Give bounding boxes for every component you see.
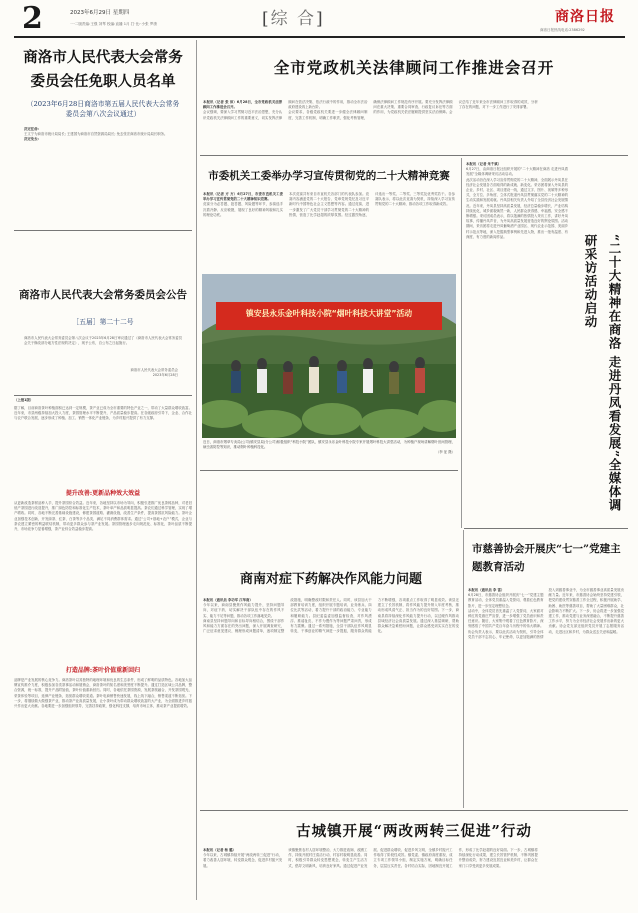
right-vertical-rule-1 (461, 158, 462, 528)
charity-body: 6月28日，市慈善协会组织开展庆“七一”党建主题教育活动，全体党员重温入党誓词，观看红色教育影片，进一步坚定理想信念。 (468, 593, 544, 608)
article-legal-body: 本报讯（记者 张 沛）6月28日，全市党政机关法律顾问工作推进会召开。 会议强调，要深入学习贯彻习近平法治思想，充分认识党政机关法律顾问工作的重要意义，切实发挥法律顾问在依法决策、依法行政中的作用，推动全市法治政府建设再上新台阶。 会议要求，各级党政机关要进一步健全法律顾问制度，完善工作机制，明确工作职责，强化考核管理，确保法律顾问工作规范有序开展。要充分发挥法律顾问在重大决策、重要合同审查、行政复议诉讼等方面的作用，为党政机关依法履职提供坚实法治保障。会议总结了近年来全市法律顾问工作取得的成效，分析了存在的问题，对下一步工作进行了安排部署。 (203, 100, 538, 120)
charity-lead: 本报讯（通讯员 李 雷） (468, 588, 505, 592)
announcement-date: 2023年6月28日 (152, 373, 178, 378)
legal-lead: 本报讯（记者 张 沛）6月28日，全市党政机关法律顾问工作推进会召开。 (203, 100, 283, 110)
shangnan-body: 今年以来，商南县聚焦作风能力提升，坚持问题导向，对症下药，切实解决干部队伍中存在的作风不实、能力不足等问题，推动各项工作落地见效。 (203, 603, 285, 618)
article-charity-title: 市慈善协会开展庆“七一”党建主题教育活动 (472, 543, 621, 573)
article-shangnan-body: 本报讯（通讯员 李功军 江华南） 今年以来，商南县聚焦作风能力提升，坚持问题导向，对症下药，切实解决干部队伍中存在的作风不实、能力不足等问题，推动各项工作落地见效。 商南县坚持问题导向和目标导向相结合，围绕干部作风和能力方面存在的突出问题，深入开展调查研究，广泛征求意见建议，梳理形成问题清单，逐项制定整改措施，明确整改时限和责任人。同时，该县加大干部教育培训力度，组织开展专题培训、业务练兵、岗位比武等活动，着力提升干部的政治能力、专业能力和履职能力。县纪委监委加强监督检查，对作风漂浮、推诿扯皮、不作为慢作为等问题严肃问责，形成有力震慑。通过一系列措施，全县干部队伍作风明显转变，干事创业的精气神进一步提振，服务群众的能力不断增强，各项重点工作取得了明显成效。该县还建立了长效机制，将作风能力提升纳入年度考核，推动形成风清气正、担当作为的良好氛围。下一步，商南县将持续深化作风能力提升行动，以过硬作风推动县域经济社会高质量发展。通过深入基层调研，帮助群众解决急难愁盼问题，让群众感受到实实在在的变化。 (203, 598, 459, 634)
personnel-body: 王文宁为商洛市统计局局长; 王建国为商洛市自然资源局局长; 免去张宏商洛市统计局局长职务。 (24, 132, 168, 137)
article-media-body: 本报讯（记者 朱千斌） 6月27日，由商洛日报社组织开展的“二十大精神在商洛 走进丹凤看发展”全媒体调研采访活动启动。 此次活动旨在深入学习宣传贯彻党的二十大精神，全面展示丹凤县在经济社会发展各方面取得的新成就、新变化。采访团将深入丹凤县的企业、乡村、社区、项目建设一线，通过文字、图片、视频等多种形式，全方位、多角度、立体式报道丹凤县贯彻落实党的二十大精神的生动实践和发展成就。丹凤县相关负责人介绍了全县经济社会发展情况。近年来，丹凤县坚持高质量发展，经济总量稳步增长，产业结构持续优化，城乡面貌焕然一新，人民群众获得感、幸福感、安全感不断增强。采访团成员表示，将以饱满的热情投入采访工作，讲好丹凤故事，传播丹凤声音，为丹凤高质量发展营造良好的舆论氛围。活动期间，采访团将走进丹凤葡萄酒产业园区、现代农业示范园、美丽乡村示范点等地，深入挖掘典型事例和先进人物，推出一批有温度、有深度、有力度的新闻作品。 (466, 162, 568, 239)
contest-lead: 本报讯（记者 方 方）6月27日，市委市直机关工委举办学习宣传贯彻党的二十大精神知识竞赛。 (203, 192, 283, 202)
right-divider-2 (200, 470, 458, 471)
left-long-sub-1: 提升改善:更新品种效大效益 (65, 490, 141, 497)
masthead-rule (14, 36, 625, 38)
article-announcement-title: 商洛市人民代表大会常务委员会公告 (19, 289, 187, 301)
left-column-rule (196, 40, 197, 900)
article-charity-body: 本报讯（通讯员 李 雷） 6月28日，市慈善协会组织开展庆“七一”党建主题教育活动，全体党员重温入党誓词，观看红色教育影片，进一步坚定理想信念。 活动中，全体党员首先重温了入党誓词，大家面对鲜红的党旗庄严宣誓，进一步增强了党员意识和责任意识。随后，大家集中观看了红色教育影片，深刻感悟了中国共产党百年奋斗历程中的伟大精神。协会负责人表示，要以此次活动为契机，引导全体党员干部不忘初心、牢记使命，以更加饱满的热情投入到慈善事业中，为全市慈善事业高质量发展贡献力量。近年来，市慈善协会始终坚持党建引领，把党的建设贯穿慈善工作全过程，积极开展助学、助困、助医等慈善项目，帮助了大量困难群众，社会影响力不断扩大。下一步，协会将进一步加强党建工作，推动党建与业务深度融合，不断提升慈善工作水平，努力为全市经济社会发展作出新的更大贡献。协会党支部还组织党员开展了志愿服务活动，走进社区和乡村，为群众送去关爱和温暖。 (468, 588, 624, 639)
left-long-sub-2: 打造品牌:茶叶价值重新回归 (65, 667, 141, 674)
article-personnel-title: 商洛市人民代表大会常务委员会任免职人员名单 (23, 49, 183, 90)
section-bracket: [综 合] (262, 9, 325, 29)
gucheng-body: 今年以来，古城镇持续开展“两改两转三促进”行动，着力改善人居环境，转变群众观念，促进乡村振兴发展。 (203, 853, 283, 868)
article-contest-title: 市委机关工委举办学习宣传贯彻党的二十大精神竞赛 (208, 170, 450, 182)
left-divider-1 (14, 230, 192, 231)
shangnan-lead: 本报讯（通讯员 李功军 江华南） (203, 598, 253, 602)
announcement-signature (14, 368, 178, 380)
left-long-para-1: 据了解，目前商洛茶叶种植面积已达到一定规模，茶产业已成为全市重要的特色产业之一，带动了大量群众增收致富。近年来，市县两级持续加大投入力度，茶园管理水平不断提升，产品质量稳步提高。在各级政府引导下，企业、合作社与农户联合发展，逐步形成了种植、加工、销售一体化产业链条，为乡村振兴提供了有力支撑。 (14, 406, 192, 421)
article-media-vertical-title (574, 234, 626, 524)
paper-logo: 商洛日报 (555, 9, 615, 25)
article-gucheng-body: 本报讯（记者 杨 璐） 今年以来，古城镇持续开展“两改两转三促进”行动，着力改善人居环境，转变群众观念，促进乡村振兴发展。 该镇聚焦农村人居环境整治，大力推进改厕、改圈工作，持续开展村庄清洁行动，村容村貌明显改善。同时，积极引导群众转变思想观念，转变生产生活方式，倡导文明新风，培育良好家风。通过促进产业发展、促进群众增收、促进乡风文明，全镇乡村振兴工作取得了阶段性成效。镇党委、镇政府高度重视，成立专项工作领导小组，制定实施方案，明确目标任务，层层压实责任。各村结合实际，因地制宜开展工作，形成了比学赶超的良好局面。下一步，古城镇将持续深化行动成果，建立长效管护机制，不断巩固提升整治成效，努力建设宜居宜业和美乡村，让群众在家门口享受到更多发展成果。 (203, 848, 538, 868)
legal-body: 会议强调，要深入学习贯彻习近平法治思想，充分认识党政机关法律顾问工作的重要意义，切实发挥法律顾问在依法决策、依法行政中的作用，推动全市法治政府建设再上新台阶。 (203, 100, 368, 120)
contest-body: 竞赛分为必答题、抢答题、风险题等环节，参赛选手沉着冷静、反应敏捷，展现了良好的精神风貌和扎实的理论功底。 (203, 202, 283, 217)
article-contest-body: 本报讯（记者 方 方）6月27日，市委市直机关工委举办学习宣传贯彻党的二十大精神知识竞赛。 竞赛分为必答题、抢答题、风险题等环节，参赛选手沉着冷静、反应敏捷，展现了良好的精神风貌和扎实的理论功底。 本次竞赛共有来自市直机关各部门的代表队参加。竞赛内容涵盖党的二十大报告、党章党规党纪及习近平新时代中国特色社会主义思想等内容。通过竞赛，进一步激发了广大党员干部学习贯彻党的二十大精神的热情，营造了比学赶超的浓厚氛围。经过激烈角逐，评选出一等奖、二等奖、三等奖及优秀奖若干。各参赛队表示，将以此次竞赛为契机，持续深入学习宣传贯彻党的二十大精神，推动各项工作取得新成效。 (203, 192, 455, 217)
photo-credit: （李 征 摄） (435, 450, 455, 455)
hotline: 商洛日报热线电话:2386292 (540, 28, 585, 32)
media-lead: 本报讯（记者 朱千斌） (466, 162, 502, 166)
right-divider-3 (464, 528, 628, 529)
article-shangnan-title: 商南对症下药解决作风能力问题 (239, 572, 422, 587)
media-body: 6月27日，由商洛日报社组织开展的“二十大精神在商洛 走进丹凤看发展”全媒体调研采访活动启动。 (466, 167, 568, 177)
media-vertical-title-text: “二十大精神在商洛 走进丹凤看发展”全媒体调研采访活动启动 (583, 234, 622, 513)
left-long-para-3: 品牌是产业发展的核心竞争力。商洛茶叶以其独特的地理环境和优良的生态条件，形成了鲜明的品质特色。各地加大品牌宣传推介力度，积极参加各类茶事活动和展销会，商洛茶叶的知名度和美誉度不断提升。通过打造区域公共品牌，整合资源，统一标准，提升产品附加值，茶叶价值重新回归。同时，各地依托茶园资源，发展茶旅融合，开发茶园观光、采茶体验等项目，延伸产业链条，拓宽群众增收渠道。茶叶电商销售快速发展，线上线下融合，销售渠道不断拓宽。下一步，将继续做大做强茶产业，推动茶产业高质量发展，让小茶叶成为带动群众增收致富的大产业，为全面推进乡村振兴作出更大贡献。各地要进一步加强组织领导，完善扶持政策，强化科技支撑，培育市场主体，推动茶产业提质增效。 (14, 678, 192, 709)
section-title: 综 合 (270, 9, 317, 29)
gucheng-lead: 本报讯（记者 杨 璐） (203, 848, 236, 852)
article-legal-title: 全市党政机关法律顾问工作推进会召开 (273, 58, 555, 77)
photo-tobacco-lecture (202, 274, 456, 438)
left-long-head: （上接1版） (14, 398, 34, 402)
edition-meta: 一·二版责编:王强 刘琴 校编:直播 1月 打·比:·小张 罗康 (70, 22, 157, 26)
announcement-signer: 商洛市人民代表大会常务委员会 (130, 368, 178, 372)
right-divider-4 (200, 810, 628, 811)
left-long-para-2: 从更新改造茶树品种入手，提升茶园综合效益。近年来，各地坚持以市场为导向，积极引进推广优良茶树品种，对老旧低产茶园进行改造提升，推广绿色防控和标准化生产技术，茶叶单产和品质明显提高。茶农们通过科学管理，实现了增产增收。同时，各地不断完善基础设施建设，修建茶园道路、灌溉设施，改善生产条件，提高茶园抗风险能力。茶叶企业加强技术创新，开发绿茶、红茶、白茶等多个品类，满足不同消费群体需求。通过“公司+基地+农户”模式，企业与茶农建立紧密的利益联结机制，带动更多群众参与茶产业发展。茶园管理逐步走向规范化、标准化，茶叶品质不断提升，市场竞争力显著增强，茶产业综合效益稳步提高。 (14, 501, 192, 532)
article-personnel (14, 46, 192, 179)
photo-caption (203, 440, 455, 466)
article-personnel-body (24, 127, 182, 179)
photo-banner-text: 镇安县永乐金叶科技小院“烟叶科技大讲堂”活动 (245, 309, 413, 318)
left-divider-2 (14, 395, 192, 396)
personnel-section-remove: 决定免去: (24, 137, 39, 142)
article-announcement-number: ［五届］第二十二号 (72, 318, 134, 326)
page-number: 2 (22, 1, 43, 36)
photo-caption-text: 近日，商洛市烟草专卖局(公司)镇安县局(分公司)积极组织“科技小院”团队、镇安县永乐金叶科技小院专家开展烟叶科技大讲堂活动，为种植户现场讲解烟叶田间管理、病虫害防控等知识，推动烟叶种植科技化。 (203, 440, 455, 450)
article-personnel-subtitle: （2023年6月28日商洛市第五届人民代表大会常务委员会第八次会议通过） (26, 100, 180, 118)
date-line: 2023年6月29日 星期四 (70, 10, 130, 16)
article-gucheng-title: 古城镇开展“两改两转三促进”行动 (296, 823, 532, 840)
right-divider-1 (200, 155, 628, 156)
article-announcement (14, 232, 192, 380)
right-vertical-rule-2 (463, 530, 464, 808)
personnel-section-appoint: 决定任命: (24, 127, 39, 131)
photo-illustration (202, 274, 456, 438)
left-long-article (14, 398, 192, 900)
article-announcement-body: 商洛市人民代表大会常务委员会第八次会议于2023年6月28日审议通过了《商洛市人民代表大会常务委员会关于修改部分地方性法规的决定》，现予公布，自公布之日起施行。 (24, 336, 182, 346)
